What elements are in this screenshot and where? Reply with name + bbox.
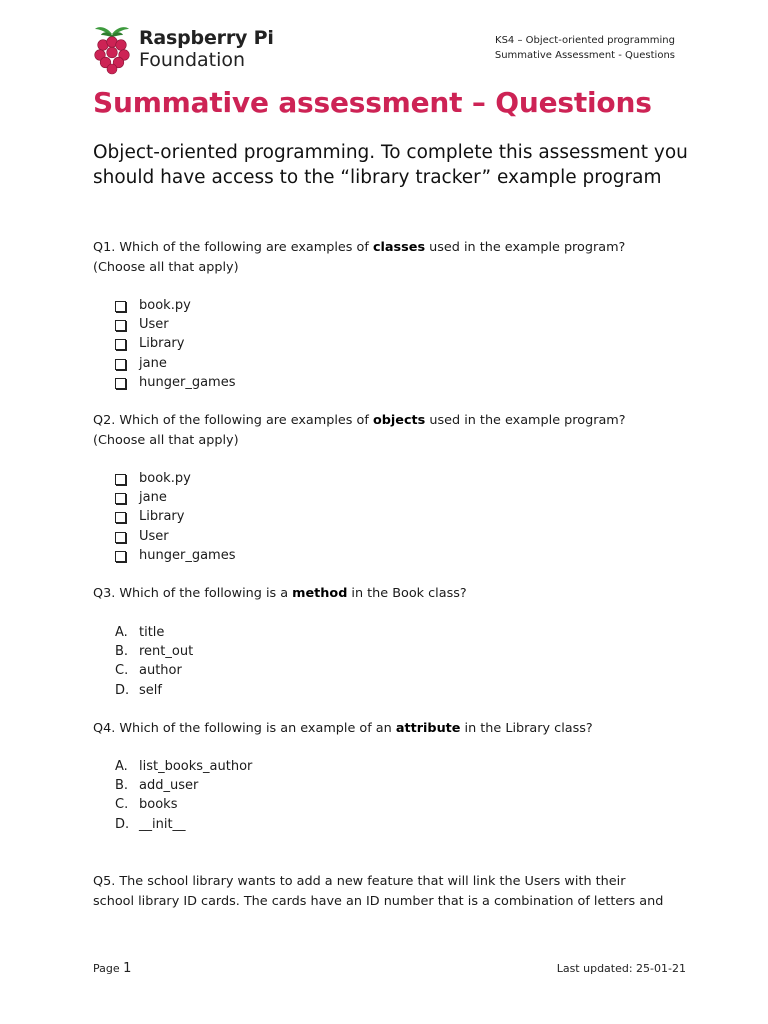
logo — [92, 25, 292, 75]
question-2-keyword: objects — [372, 413, 426, 428]
option-item[interactable] — [115, 661, 193, 680]
option-item[interactable] — [115, 507, 235, 526]
question-1-options — [115, 296, 235, 392]
question-1-text-after: used in the example program? — [425, 240, 626, 255]
page-footer-number — [93, 961, 131, 976]
question-5 — [93, 872, 713, 911]
question-4-text-before: Q4. Which of the following is an example of an — [93, 721, 396, 736]
last-updated: Last updated: 25-01-21 — [556, 962, 686, 975]
option-letter: C. — [115, 663, 129, 679]
option-label: books — [139, 797, 178, 813]
question-4-keyword: attribute — [395, 721, 461, 736]
header-info — [495, 33, 675, 63]
question-4-text-after: in the Library class? — [460, 721, 593, 736]
option-item[interactable] — [115, 757, 252, 776]
checkbox-icon[interactable] — [115, 551, 126, 562]
option-letter: A. — [115, 625, 128, 640]
option-letter: B. — [115, 644, 129, 660]
question-4 — [93, 719, 693, 739]
question-2-text-after: used in the example program? — [425, 413, 626, 428]
question-3-text-after: in the Book class? — [347, 586, 467, 601]
option-item[interactable] — [115, 315, 235, 334]
option-label: __init__ — [139, 816, 186, 832]
option-letter: C. — [115, 797, 129, 813]
raspberry-icon — [92, 25, 132, 75]
question-4-options — [115, 757, 252, 834]
checkbox-icon[interactable] — [115, 359, 126, 370]
option-label: author — [139, 663, 182, 679]
page-label: Page — [93, 962, 124, 975]
checkbox-icon[interactable] — [115, 301, 126, 312]
question-3-text-before: Q3. Which of the following is a — [93, 586, 293, 601]
option-item[interactable] — [115, 623, 193, 642]
option-label: book.py — [139, 298, 191, 313]
option-item[interactable] — [115, 776, 252, 795]
checkbox-icon[interactable] — [115, 339, 126, 350]
option-label: hunger_games — [139, 374, 236, 390]
page-title: Summative assessment – Questions — [93, 86, 652, 119]
checkbox-icon[interactable] — [115, 512, 126, 523]
option-item[interactable] — [115, 815, 252, 834]
option-item[interactable] — [115, 488, 235, 507]
option-item[interactable] — [115, 527, 235, 546]
question-3-options — [115, 623, 193, 700]
question-2-text-before: Q2. Which of the following are examples of — [93, 413, 373, 428]
option-label: jane — [139, 490, 167, 506]
checkbox-icon[interactable] — [115, 474, 126, 485]
question-2-instruction: (Choose all that apply) — [93, 432, 239, 448]
option-label: add_user — [139, 778, 199, 794]
option-label: User — [139, 528, 169, 544]
logo-wordmark-line2: Foundation — [139, 49, 246, 71]
option-label: list_books_author — [139, 759, 253, 774]
option-label: Library — [139, 509, 185, 525]
document-label: Summative Assessment - Questions — [494, 50, 675, 61]
option-item[interactable] — [115, 334, 235, 353]
checkbox-icon[interactable] — [115, 378, 126, 389]
intro-paragraph: Object-oriented programming. To complete this assessment you should have access to the “library tracker” example program — [93, 142, 688, 188]
question-2 — [93, 411, 693, 450]
option-label: self — [139, 682, 162, 698]
option-label: Library — [139, 336, 185, 352]
checkbox-icon[interactable] — [115, 320, 126, 331]
option-letter: A. — [115, 759, 128, 774]
question-5-line-1: Q5. The school library wants to add a new feature that will link the Users with their — [93, 874, 626, 889]
option-item[interactable] — [115, 296, 235, 315]
page-number: 1 — [123, 961, 132, 976]
question-1-keyword: classes — [372, 240, 426, 255]
option-item[interactable] — [115, 681, 193, 700]
option-item[interactable] — [115, 469, 235, 488]
option-label: book.py — [139, 471, 191, 486]
option-letter: D. — [115, 682, 130, 698]
option-label: hunger_games — [139, 547, 236, 563]
option-label: title — [139, 625, 165, 640]
question-1-text-before: Q1. Which of the following are examples of — [93, 240, 373, 255]
option-letter: B. — [115, 778, 129, 794]
option-item[interactable] — [115, 354, 235, 373]
option-label: rent_out — [139, 644, 194, 660]
question-1 — [93, 238, 693, 277]
course-label: KS4 – Object-oriented programming — [495, 35, 675, 46]
checkbox-icon[interactable] — [115, 532, 126, 543]
question-2-options — [115, 469, 235, 565]
option-label: jane — [139, 355, 167, 371]
question-3-keyword: method — [292, 586, 348, 601]
option-label: User — [139, 317, 169, 333]
logo-wordmark-line1: Raspberry Pi — [139, 27, 274, 49]
question-5-line-2: school library ID cards. The cards have an ID number that is a combination of letters and — [93, 893, 664, 909]
option-item[interactable] — [115, 795, 252, 814]
question-1-instruction: (Choose all that apply) — [93, 259, 239, 275]
option-letter: D. — [115, 816, 130, 832]
option-item[interactable] — [115, 642, 193, 661]
checkbox-icon[interactable] — [115, 493, 126, 504]
option-item[interactable] — [115, 546, 235, 565]
option-item[interactable] — [115, 373, 235, 392]
question-3 — [93, 584, 693, 604]
